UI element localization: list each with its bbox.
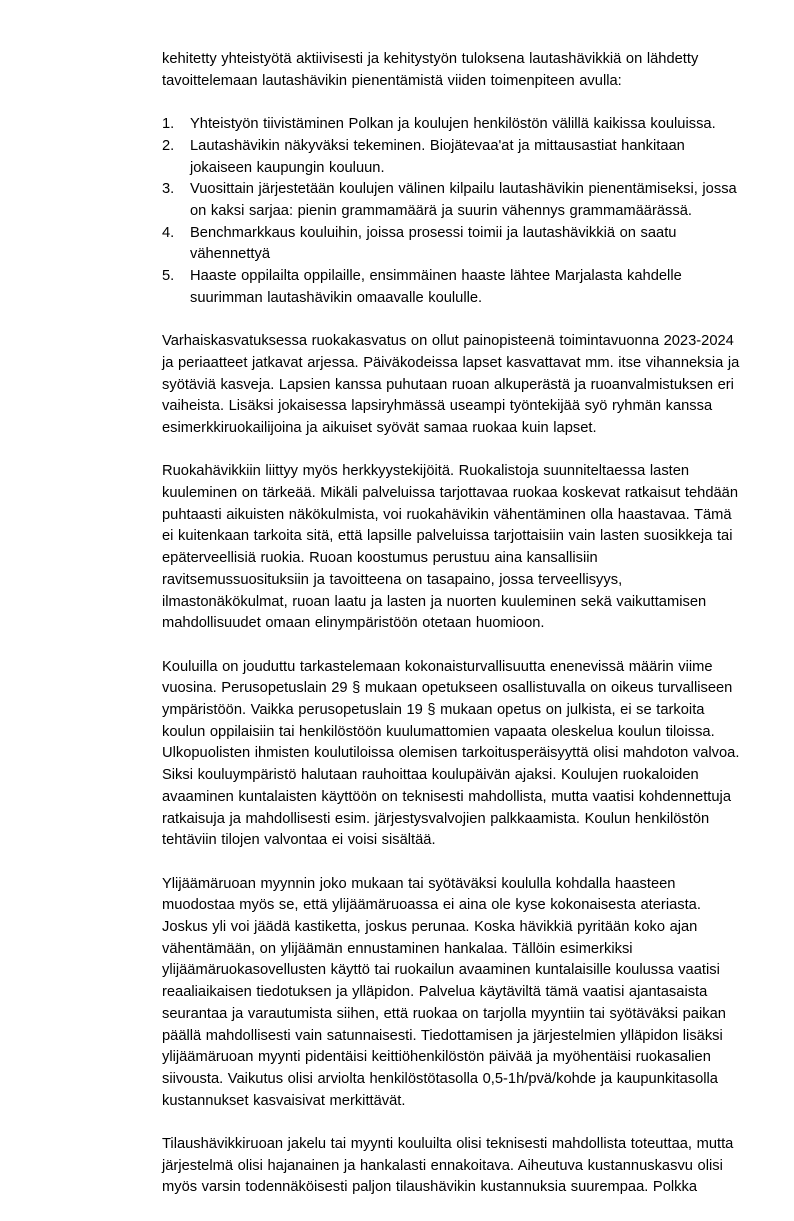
list-item-text: Vuosittain järjestetään koulujen välinen kilpailu lautashävikin pienentämiseksi, jossa on kaksi sarjaa: pienin grammamäärä ja suurin vähennys grammamäärässä. — [190, 181, 737, 219]
body-paragraph: Ruokahävikkiin liittyy myös herkkyystekijöitä. Ruokalistoja suunniteltaessa lasten kuuleminen on tärkeää. Mikäli palveluissa tarjottavaa ruokaa koskevat ratkaisut tehdään puhtaasti aikuisten näkökulmista, voi ruokahävikin vähentäminen olla haastavaa. Tämä ei kuitenkaan tarkoita sitä, että lapsille palveluissa tarjottaisiin vain lasten suosikkeja tai epäterveellisiä ruokia. Ruoan koostumus perustuu aina kansallisiin ravitsemussuosituksiin ja tavoitteena on tasapaino, jossa terveellisyys, ilmastonäkökulmat, ruoan laatu ja lasten ja nuorten kuuleminen sekä vaikuttamisen mahdollisuudet omaan elinympäristöön otetaan huomioon. — [162, 463, 739, 632]
list-item — [162, 266, 740, 309]
list-item-number: 1. — [162, 116, 175, 133]
list-item-number: 4. — [162, 224, 175, 241]
list-item — [162, 136, 740, 179]
body-paragraph: Kouluilla on jouduttu tarkastelemaan kokonaisturvallisuutta enenevissä määrin viime vuosina. Perusopetuslain 29 § mukaan opetukseen osallistuvalla on oikeus turvalliseen ympäristöön. Vaikka perusopetuslain 19 § mukaan opetus on julkista, ei se tarkoita koulun oppilaisiin tai henkilöstöön kuulumattomien vapaata oleskelua koulun tiloissa. Ulkopuolisten ihmisten koulutiloissa olemisen tarkoitusperäisyyttä olisi mahdoton valvoa. Siksi kouluympäristö halutaan rauhoittaa koulupäivän ajaksi. Koulujen ruokaloiden avaaminen kuntalaisten käyttöön on teknisesti mahdollista, mutta vaatisi kohdennettuja ratkaisuja ja mahdollisesti esim. järjestysvalvojien palkkaamista. Koulun henkilöstön tehtäviin tilojen valvontaa ei voisi sisältää. — [162, 658, 740, 849]
list-item — [162, 223, 740, 266]
list-item-number: 3. — [162, 181, 175, 198]
list-item-number: 2. — [162, 137, 175, 154]
action-list — [162, 114, 740, 309]
body-paragraph: Varhaiskasvatuksessa ruokakasvatus on ollut painopisteenä toimintavuonna 2023-2024 ja periaatteet jatkavat arjessa. Päiväkodeissa lapset kasvattavat mm. itse vihanneksia ja syötäviä kasveja. Lapsien kanssa puhutaan ruoan alkuperästä ja ruoanvalmistuksen eri vaiheista. Lisäksi jokaisessa lapsiryhmässä useampi työntekijää syö ryhmän kanssa esimerkkiruokailijoina ja aikuiset syövät samaa ruokaa kuin lapset. — [162, 333, 740, 436]
list-item-text: Benchmarkkaus kouluihin, joissa prosessi toimii ja lautashävikkiä on saatu vähennettyä — [190, 224, 677, 263]
body-paragraph: Tilaushävikkiruoan jakelu tai myynti kouluilta olisi teknisesti mahdollista toteuttaa, mutta järjestelmä olisi hajanainen ja hankalasti ennakoitava. Aiheutuva kustannuskasvu olisi myös varsin todennäköisesti paljon tilaushävikin kustannuksia suurempaa. Polkka — [162, 1136, 734, 1196]
list-item-number: 5. — [162, 268, 175, 285]
list-item-text: Lautashävikin näkyväksi tekeminen. Biojätevaa'at ja mittausastiat hankitaan jokaiseen kaupungin kouluun. — [190, 137, 685, 176]
list-item-text: Yhteistyön tiivistäminen Polkan ja koulujen henkilöstön välillä kaikissa kouluissa. — [190, 116, 716, 133]
list-item — [162, 179, 740, 222]
list-item-text: Haaste oppilailta oppilaille, ensimmäinen haaste lähtee Marjalasta kahdelle suurimman lautashävikin omaavalle koululle. — [190, 268, 682, 306]
document-content — [162, 49, 740, 1221]
list-item — [162, 114, 740, 136]
body-paragraph: Ylijäämäruoan myynnin joko mukaan tai syötäväksi koululla kohdalla haasteen muodostaa myös se, että ylijäämäruoassa ei aina ole kyse kokonaisesta ateriasta. Joskus yli voi jäädä kastiketta, joskus perunaa. Koska hävikkiä pyritään koko ajan vähentämään, on ylijäämän ennustaminen hankalaa. Tällöin esimerkiksi ylijäämäruokasovellusten käyttö tai ruokailun avaaminen kuntalaisille koulussa vaatisi reaaliaikaisen tiedotuksen ja ylläpidon. Palvelua käytäviltä tämä vaatisi ajantasaista seurantaa ja varautumista siihen, että ruokaa on tarjolla myyntiin tai syötäväksi paikan päällä mahdollisesti vain satunnaisesti. Tiedottamisen ja järjestelmien ylläpidon lisäksi ylijäämäruoan myynti pidentäisi keittiöhenkilöstön päivää ja myöhentäisi ruokasalien siivousta. Vaikutus olisi arviolta henkilöstötasolla 0,5-1h/pvä/kohde ja kaupunkitasolla kustannukset kasvaisivat merkittävät. — [162, 875, 726, 1109]
intro-paragraph: kehitetty yhteistyötä aktiivisesti ja kehitystyön tuloksena lautashävikkiä on lähdetty tavoittelemaan lautashävikin pienentämistä viiden toimenpiteen avulla: — [162, 51, 699, 89]
